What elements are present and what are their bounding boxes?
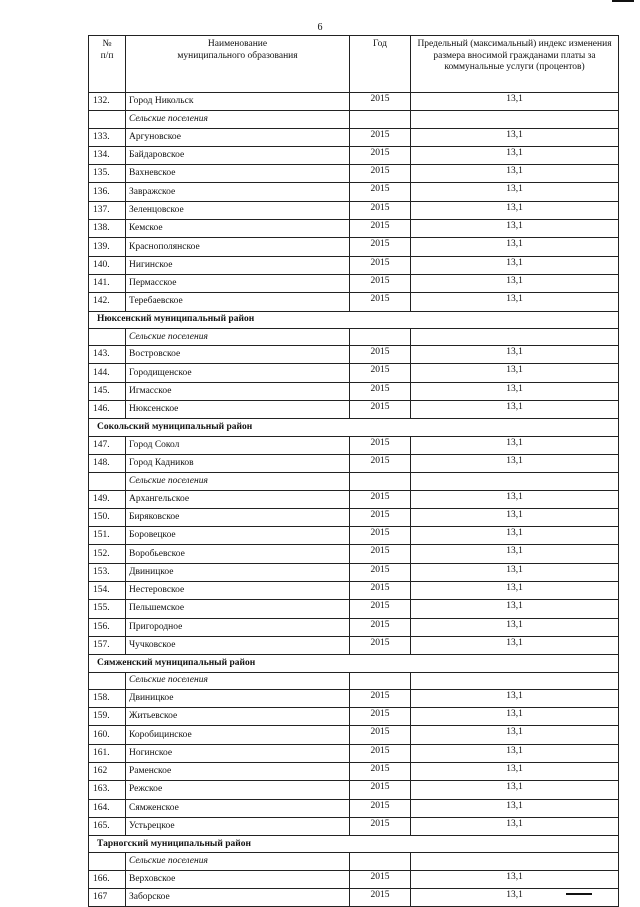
row-name: Город Никольск xyxy=(126,93,350,111)
table-row xyxy=(89,582,619,600)
header-name: Наименование муниципального образования xyxy=(126,36,350,93)
row-year: 2015 xyxy=(350,128,411,146)
table-row xyxy=(89,508,619,526)
subsection-row xyxy=(89,328,619,345)
row-index: 13,1 xyxy=(411,238,619,256)
table-row xyxy=(89,527,619,545)
row-number: 165. xyxy=(89,817,126,835)
row-year: 2015 xyxy=(350,238,411,256)
subsection-index-cell xyxy=(411,111,619,128)
row-year: 2015 xyxy=(350,508,411,526)
subsection-year-cell xyxy=(350,111,411,128)
subsection-row xyxy=(89,672,619,689)
row-number: 152. xyxy=(89,545,126,563)
row-name: Теребаевское xyxy=(126,293,350,311)
row-name: Воробьевское xyxy=(126,545,350,563)
row-year: 2015 xyxy=(350,781,411,799)
table-row xyxy=(89,183,619,201)
row-index: 13,1 xyxy=(411,708,619,726)
row-index: 13,1 xyxy=(411,636,619,654)
row-index: 13,1 xyxy=(411,527,619,545)
row-index: 13,1 xyxy=(411,293,619,311)
subsection-index-cell xyxy=(411,473,619,490)
row-name: Нестеровское xyxy=(126,582,350,600)
subsection-num-cell xyxy=(89,473,126,490)
table-row xyxy=(89,708,619,726)
row-year: 2015 xyxy=(350,220,411,238)
table-row xyxy=(89,889,619,907)
row-year: 2015 xyxy=(350,346,411,364)
district-row xyxy=(89,311,619,328)
row-year: 2015 xyxy=(350,889,411,907)
row-name: Игмасское xyxy=(126,382,350,400)
row-year: 2015 xyxy=(350,256,411,274)
row-number: 142. xyxy=(89,293,126,311)
row-name: Архангельское xyxy=(126,490,350,508)
row-number: 136. xyxy=(89,183,126,201)
table-row xyxy=(89,256,619,274)
subsection-index-cell xyxy=(411,672,619,689)
table-row xyxy=(89,401,619,419)
row-year: 2015 xyxy=(350,165,411,183)
row-number: 141. xyxy=(89,274,126,292)
header-index: Предельный (максимальный) индекс изменения размера вносимой гражданами платы за коммунальные услуги (процентов) xyxy=(411,36,619,93)
row-name: Двиницкое xyxy=(126,689,350,707)
row-name: Байдаровское xyxy=(126,146,350,164)
subsection-year-cell xyxy=(350,672,411,689)
table-row xyxy=(89,799,619,817)
row-number: 159. xyxy=(89,708,126,726)
row-number: 162 xyxy=(89,762,126,780)
row-name: Пригородное xyxy=(126,618,350,636)
row-year: 2015 xyxy=(350,600,411,618)
row-index: 13,1 xyxy=(411,817,619,835)
table-row xyxy=(89,744,619,762)
row-number: 139. xyxy=(89,238,126,256)
row-name: Пермасское xyxy=(126,274,350,292)
row-number: 154. xyxy=(89,582,126,600)
row-index: 13,1 xyxy=(411,346,619,364)
row-number: 138. xyxy=(89,220,126,238)
table-row xyxy=(89,364,619,382)
row-index: 13,1 xyxy=(411,799,619,817)
district-name: Сямженский муниципальный район xyxy=(89,655,619,672)
row-year: 2015 xyxy=(350,274,411,292)
row-year: 2015 xyxy=(350,618,411,636)
row-name: Боровецкое xyxy=(126,527,350,545)
row-number: 133. xyxy=(89,128,126,146)
table-row xyxy=(89,545,619,563)
district-name: Нюксенский муниципальный район xyxy=(89,311,619,328)
row-number: 144. xyxy=(89,364,126,382)
table-row xyxy=(89,220,619,238)
row-name: Нигинское xyxy=(126,256,350,274)
subsection-row xyxy=(89,111,619,128)
subsection-year-cell xyxy=(350,473,411,490)
table-row xyxy=(89,563,619,581)
row-name: Чучковское xyxy=(126,636,350,654)
table-row xyxy=(89,274,619,292)
row-index: 13,1 xyxy=(411,274,619,292)
subsection-num-cell xyxy=(89,672,126,689)
table-row xyxy=(89,454,619,472)
table-row xyxy=(89,726,619,744)
row-name: Нюксенское xyxy=(126,401,350,419)
row-number: 137. xyxy=(89,201,126,219)
row-index: 13,1 xyxy=(411,146,619,164)
subsection-num-cell xyxy=(89,853,126,870)
row-year: 2015 xyxy=(350,636,411,654)
row-index: 13,1 xyxy=(411,689,619,707)
table-row xyxy=(89,165,619,183)
row-name: Город Сокол xyxy=(126,436,350,454)
table-row xyxy=(89,600,619,618)
table-row xyxy=(89,762,619,780)
row-year: 2015 xyxy=(350,401,411,419)
row-index: 13,1 xyxy=(411,490,619,508)
subsection-row xyxy=(89,853,619,870)
table-row xyxy=(89,490,619,508)
table-row xyxy=(89,128,619,146)
subsection-num-cell xyxy=(89,328,126,345)
row-index: 13,1 xyxy=(411,781,619,799)
row-index: 13,1 xyxy=(411,870,619,888)
scan-mark-top xyxy=(612,0,634,2)
row-index: 13,1 xyxy=(411,762,619,780)
row-index: 13,1 xyxy=(411,563,619,581)
subsection-num-cell xyxy=(89,111,126,128)
table-row xyxy=(89,436,619,454)
district-row xyxy=(89,655,619,672)
subsection-name: Сельские поселения xyxy=(126,473,350,490)
row-year: 2015 xyxy=(350,817,411,835)
row-name: Коробицинское xyxy=(126,726,350,744)
row-name: Город Кадников xyxy=(126,454,350,472)
table-header-row xyxy=(89,36,619,93)
table-row xyxy=(89,382,619,400)
row-year: 2015 xyxy=(350,293,411,311)
row-year: 2015 xyxy=(350,563,411,581)
row-index: 13,1 xyxy=(411,436,619,454)
row-year: 2015 xyxy=(350,490,411,508)
row-name: Раменское xyxy=(126,762,350,780)
district-name: Тарногский муниципальный район xyxy=(89,836,619,853)
row-number: 163. xyxy=(89,781,126,799)
row-number: 140. xyxy=(89,256,126,274)
row-number: 166. xyxy=(89,870,126,888)
subsection-index-cell xyxy=(411,328,619,345)
row-index: 13,1 xyxy=(411,183,619,201)
subsection-year-cell xyxy=(350,853,411,870)
row-index: 13,1 xyxy=(411,401,619,419)
row-number: 161. xyxy=(89,744,126,762)
row-number: 151. xyxy=(89,527,126,545)
row-number: 146. xyxy=(89,401,126,419)
table-row xyxy=(89,146,619,164)
row-number: 157. xyxy=(89,636,126,654)
row-name: Заборское xyxy=(126,889,350,907)
row-index: 13,1 xyxy=(411,744,619,762)
row-name: Сямженское xyxy=(126,799,350,817)
row-name: Краснополянское xyxy=(126,238,350,256)
row-year: 2015 xyxy=(350,762,411,780)
row-number: 160. xyxy=(89,726,126,744)
table-row xyxy=(89,201,619,219)
row-year: 2015 xyxy=(350,183,411,201)
district-row xyxy=(89,836,619,853)
table-row xyxy=(89,781,619,799)
row-name: Пельшемское xyxy=(126,600,350,618)
row-year: 2015 xyxy=(350,436,411,454)
row-index: 13,1 xyxy=(411,454,619,472)
row-year: 2015 xyxy=(350,582,411,600)
row-index: 13,1 xyxy=(411,582,619,600)
table-body xyxy=(89,93,619,907)
row-name: Ногинское xyxy=(126,744,350,762)
row-index: 13,1 xyxy=(411,508,619,526)
row-year: 2015 xyxy=(350,146,411,164)
table-row xyxy=(89,636,619,654)
row-number: 149. xyxy=(89,490,126,508)
row-index: 13,1 xyxy=(411,600,619,618)
row-number: 150. xyxy=(89,508,126,526)
row-number: 145. xyxy=(89,382,126,400)
row-name: Режское xyxy=(126,781,350,799)
subsection-year-cell xyxy=(350,328,411,345)
table-row xyxy=(89,618,619,636)
subsection-name: Сельские поселения xyxy=(126,853,350,870)
subsection-name: Сельские поселения xyxy=(126,111,350,128)
row-number: 143. xyxy=(89,346,126,364)
table-row xyxy=(89,93,619,111)
row-index: 13,1 xyxy=(411,618,619,636)
row-index: 13,1 xyxy=(411,545,619,563)
row-name: Устьрецкое xyxy=(126,817,350,835)
table-row xyxy=(89,870,619,888)
row-year: 2015 xyxy=(350,744,411,762)
row-year: 2015 xyxy=(350,201,411,219)
page-number: 6 xyxy=(317,22,323,33)
row-name: Биряковское xyxy=(126,508,350,526)
row-number: 147. xyxy=(89,436,126,454)
row-name: Аргуновское xyxy=(126,128,350,146)
row-index: 13,1 xyxy=(411,165,619,183)
row-name: Двиницкое xyxy=(126,563,350,581)
row-number: 134. xyxy=(89,146,126,164)
subsection-index-cell xyxy=(411,853,619,870)
tariff-index-table xyxy=(88,35,619,907)
row-number: 135. xyxy=(89,165,126,183)
row-index: 13,1 xyxy=(411,889,619,907)
row-name: Кемское xyxy=(126,220,350,238)
row-year: 2015 xyxy=(350,545,411,563)
row-number: 167 xyxy=(89,889,126,907)
row-name: Зеленцовское xyxy=(126,201,350,219)
header-num: № п/п xyxy=(89,36,126,93)
district-name: Сокольский муниципальный район xyxy=(89,419,619,436)
row-name: Востровское xyxy=(126,346,350,364)
row-index: 13,1 xyxy=(411,256,619,274)
row-number: 158. xyxy=(89,689,126,707)
row-year: 2015 xyxy=(350,382,411,400)
row-name: Завражское xyxy=(126,183,350,201)
subsection-name: Сельские поселения xyxy=(126,672,350,689)
row-name: Верховское xyxy=(126,870,350,888)
row-index: 13,1 xyxy=(411,382,619,400)
row-year: 2015 xyxy=(350,364,411,382)
row-name: Житьевское xyxy=(126,708,350,726)
row-year: 2015 xyxy=(350,527,411,545)
subsection-row xyxy=(89,473,619,490)
row-year: 2015 xyxy=(350,799,411,817)
table-row xyxy=(89,346,619,364)
row-number: 164. xyxy=(89,799,126,817)
row-name: Вахневское xyxy=(126,165,350,183)
row-year: 2015 xyxy=(350,870,411,888)
row-number: 153. xyxy=(89,563,126,581)
row-year: 2015 xyxy=(350,708,411,726)
row-index: 13,1 xyxy=(411,364,619,382)
row-year: 2015 xyxy=(350,454,411,472)
table-row xyxy=(89,238,619,256)
row-index: 13,1 xyxy=(411,220,619,238)
row-number: 156. xyxy=(89,618,126,636)
district-row xyxy=(89,419,619,436)
subsection-name: Сельские поселения xyxy=(126,328,350,345)
row-year: 2015 xyxy=(350,726,411,744)
row-year: 2015 xyxy=(350,689,411,707)
table-row xyxy=(89,293,619,311)
row-index: 13,1 xyxy=(411,128,619,146)
row-number: 155. xyxy=(89,600,126,618)
row-number: 148. xyxy=(89,454,126,472)
table-row xyxy=(89,689,619,707)
row-year: 2015 xyxy=(350,93,411,111)
row-number: 132. xyxy=(89,93,126,111)
table-row xyxy=(89,817,619,835)
row-name: Городищенское xyxy=(126,364,350,382)
row-index: 13,1 xyxy=(411,726,619,744)
row-index: 13,1 xyxy=(411,201,619,219)
row-index: 13,1 xyxy=(411,93,619,111)
header-year: Год xyxy=(350,36,411,93)
